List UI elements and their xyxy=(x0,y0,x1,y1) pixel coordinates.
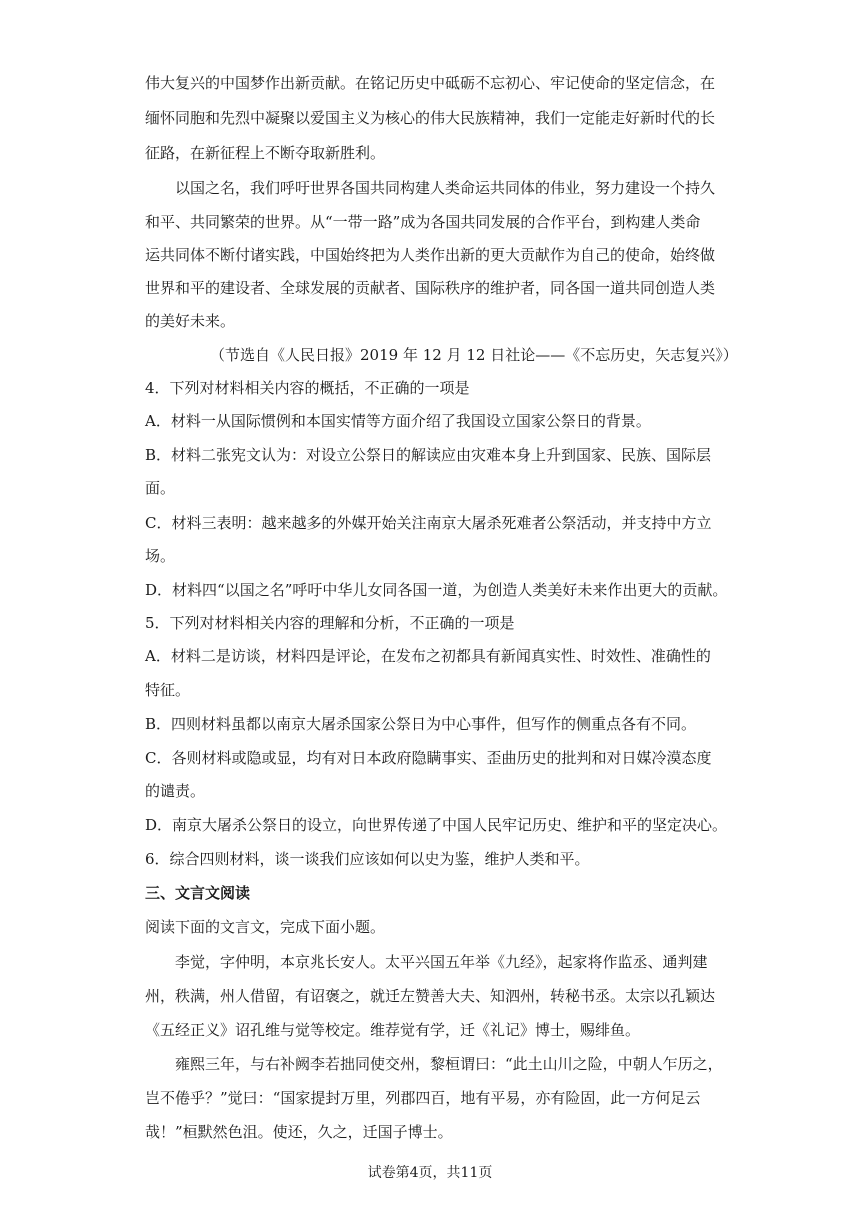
question-4-stem: 4．下列对材料相关内容的概括，不正确的一项是 xyxy=(145,379,470,397)
page-footer: 试卷第4页，共11页 xyxy=(367,1165,493,1181)
question-4-option-b: B．材料二张宪文认为：对设立公祭日的解读应由灾难本身上升到国家、民族、国际层 xyxy=(145,446,712,464)
classical-text-para2-line: 岂不倦乎？”觉曰：“国家提封万里，列郡四百，地有平易，亦有险固，此一方何足云 xyxy=(145,1089,701,1107)
classical-text-para1-line: 李觉，字仲明，本京兆长安人。太平兴国五年举《九经》，起家将作监丞、通判建 xyxy=(175,953,708,971)
classical-text-para1-line: 《五经正义》诏孔维与觉等校定。维荐觉有学，迁《礼记》博士，赐绯鱼。 xyxy=(145,1021,641,1039)
material4-para1-line: 缅怀同胞和先烈中凝聚以爱国主义为核心的伟大民族精神，我们一定能走好新时代的长 xyxy=(145,109,716,127)
material4-para2-line: 和平、共同繁荣的世界。从“一带一路”成为各国共同发展的合作平台，到构建人类命 xyxy=(145,213,701,231)
question-4-option-c: C．材料三表明：越来越多的外媒开始关注南京大屠杀死难者公祭活动，并支持中方立 xyxy=(145,514,712,532)
question-5-option-c-cont: 的谴责。 xyxy=(145,782,206,800)
question-4-option-c-cont: 场。 xyxy=(145,547,176,565)
material4-para2-line: 以国之名，我们呼吁世界各国共同构建人类命运共同体的伟业，努力建设一个持久 xyxy=(175,179,716,197)
classical-text-para2-line: 雍熙三年，与右补阙李若拙同使交州，黎桓谓曰：“此土山川之险，中朝人乍历之， xyxy=(175,1055,723,1073)
question-5-option-b: B．四则材料虽都以南京大屠杀国家公祭日为中心事件，但写作的侧重点各有不同。 xyxy=(145,715,697,733)
question-5-option-a: A．材料二是访谈，材料四是评论，在发布之初都具有新闻真实性、时效性、准确性的 xyxy=(145,647,711,665)
section-3-heading: 三、文言文阅读 xyxy=(145,884,251,902)
question-5-option-d: D．南京大屠杀公祭日的设立，向世界传递了中国人民牢记历史、维护和平的坚定决心。 xyxy=(145,816,728,834)
material4-source: （节选自《人民日报》2019 年 12 月 12 日社论——《不忘历史，矢志复兴》） xyxy=(210,346,738,364)
material4-para2-line: 世界和平的建设者、全球发展的贡献者、国际秩序的维护者，同各国一道共同创造人类 xyxy=(145,279,716,297)
material4-para2-line: 的美好未来。 xyxy=(145,312,236,330)
question-6-stem: 6．综合四则材料，谈一谈我们应该如何以史为鉴，维护人类和平。 xyxy=(145,850,590,868)
section-3-instruction: 阅读下面的文言文，完成下面小题。 xyxy=(145,918,386,936)
question-5-option-c: C．各则材料或隐或显，均有对日本政府隐瞒事实、歪曲历史的批判和对日媒冷漠态度 xyxy=(145,749,712,767)
question-4-option-d: D．材料四“以国之名”呼吁中华儿女同各国一道，为创造人类美好未来作出更大的贡献。 xyxy=(145,581,728,599)
question-5-option-a-cont: 特征。 xyxy=(145,681,191,699)
classical-text-para2-line: 哉！”桓默然色沮。使还，久之，迁国子博士。 xyxy=(145,1123,453,1141)
question-4-option-a: A．材料一从国际惯例和本国实情等方面介绍了我国设立国家公祭日的背景。 xyxy=(145,412,651,430)
material4-para2-line: 运共同体不断付诸实践，中国始终把为人类作出新的更大贡献作为自己的使命，始终做 xyxy=(145,246,716,264)
question-4-option-b-cont: 面。 xyxy=(145,479,176,497)
question-5-stem: 5．下列对材料相关内容的理解和分析，不正确的一项是 xyxy=(145,614,515,632)
material4-para1-line: 伟大复兴的中国梦作出新贡献。在铭记历史中砥砺不忘初心、牢记使命的坚定信念，在 xyxy=(145,74,716,92)
material4-para1-line: 征路，在新征程上不断夺取新胜利。 xyxy=(145,144,386,162)
classical-text-para1-line: 州，秩满，州人借留，有诏褒之，就迁左赞善大夫、知泗州，转秘书丞。太宗以孔颖达 xyxy=(145,987,716,1005)
